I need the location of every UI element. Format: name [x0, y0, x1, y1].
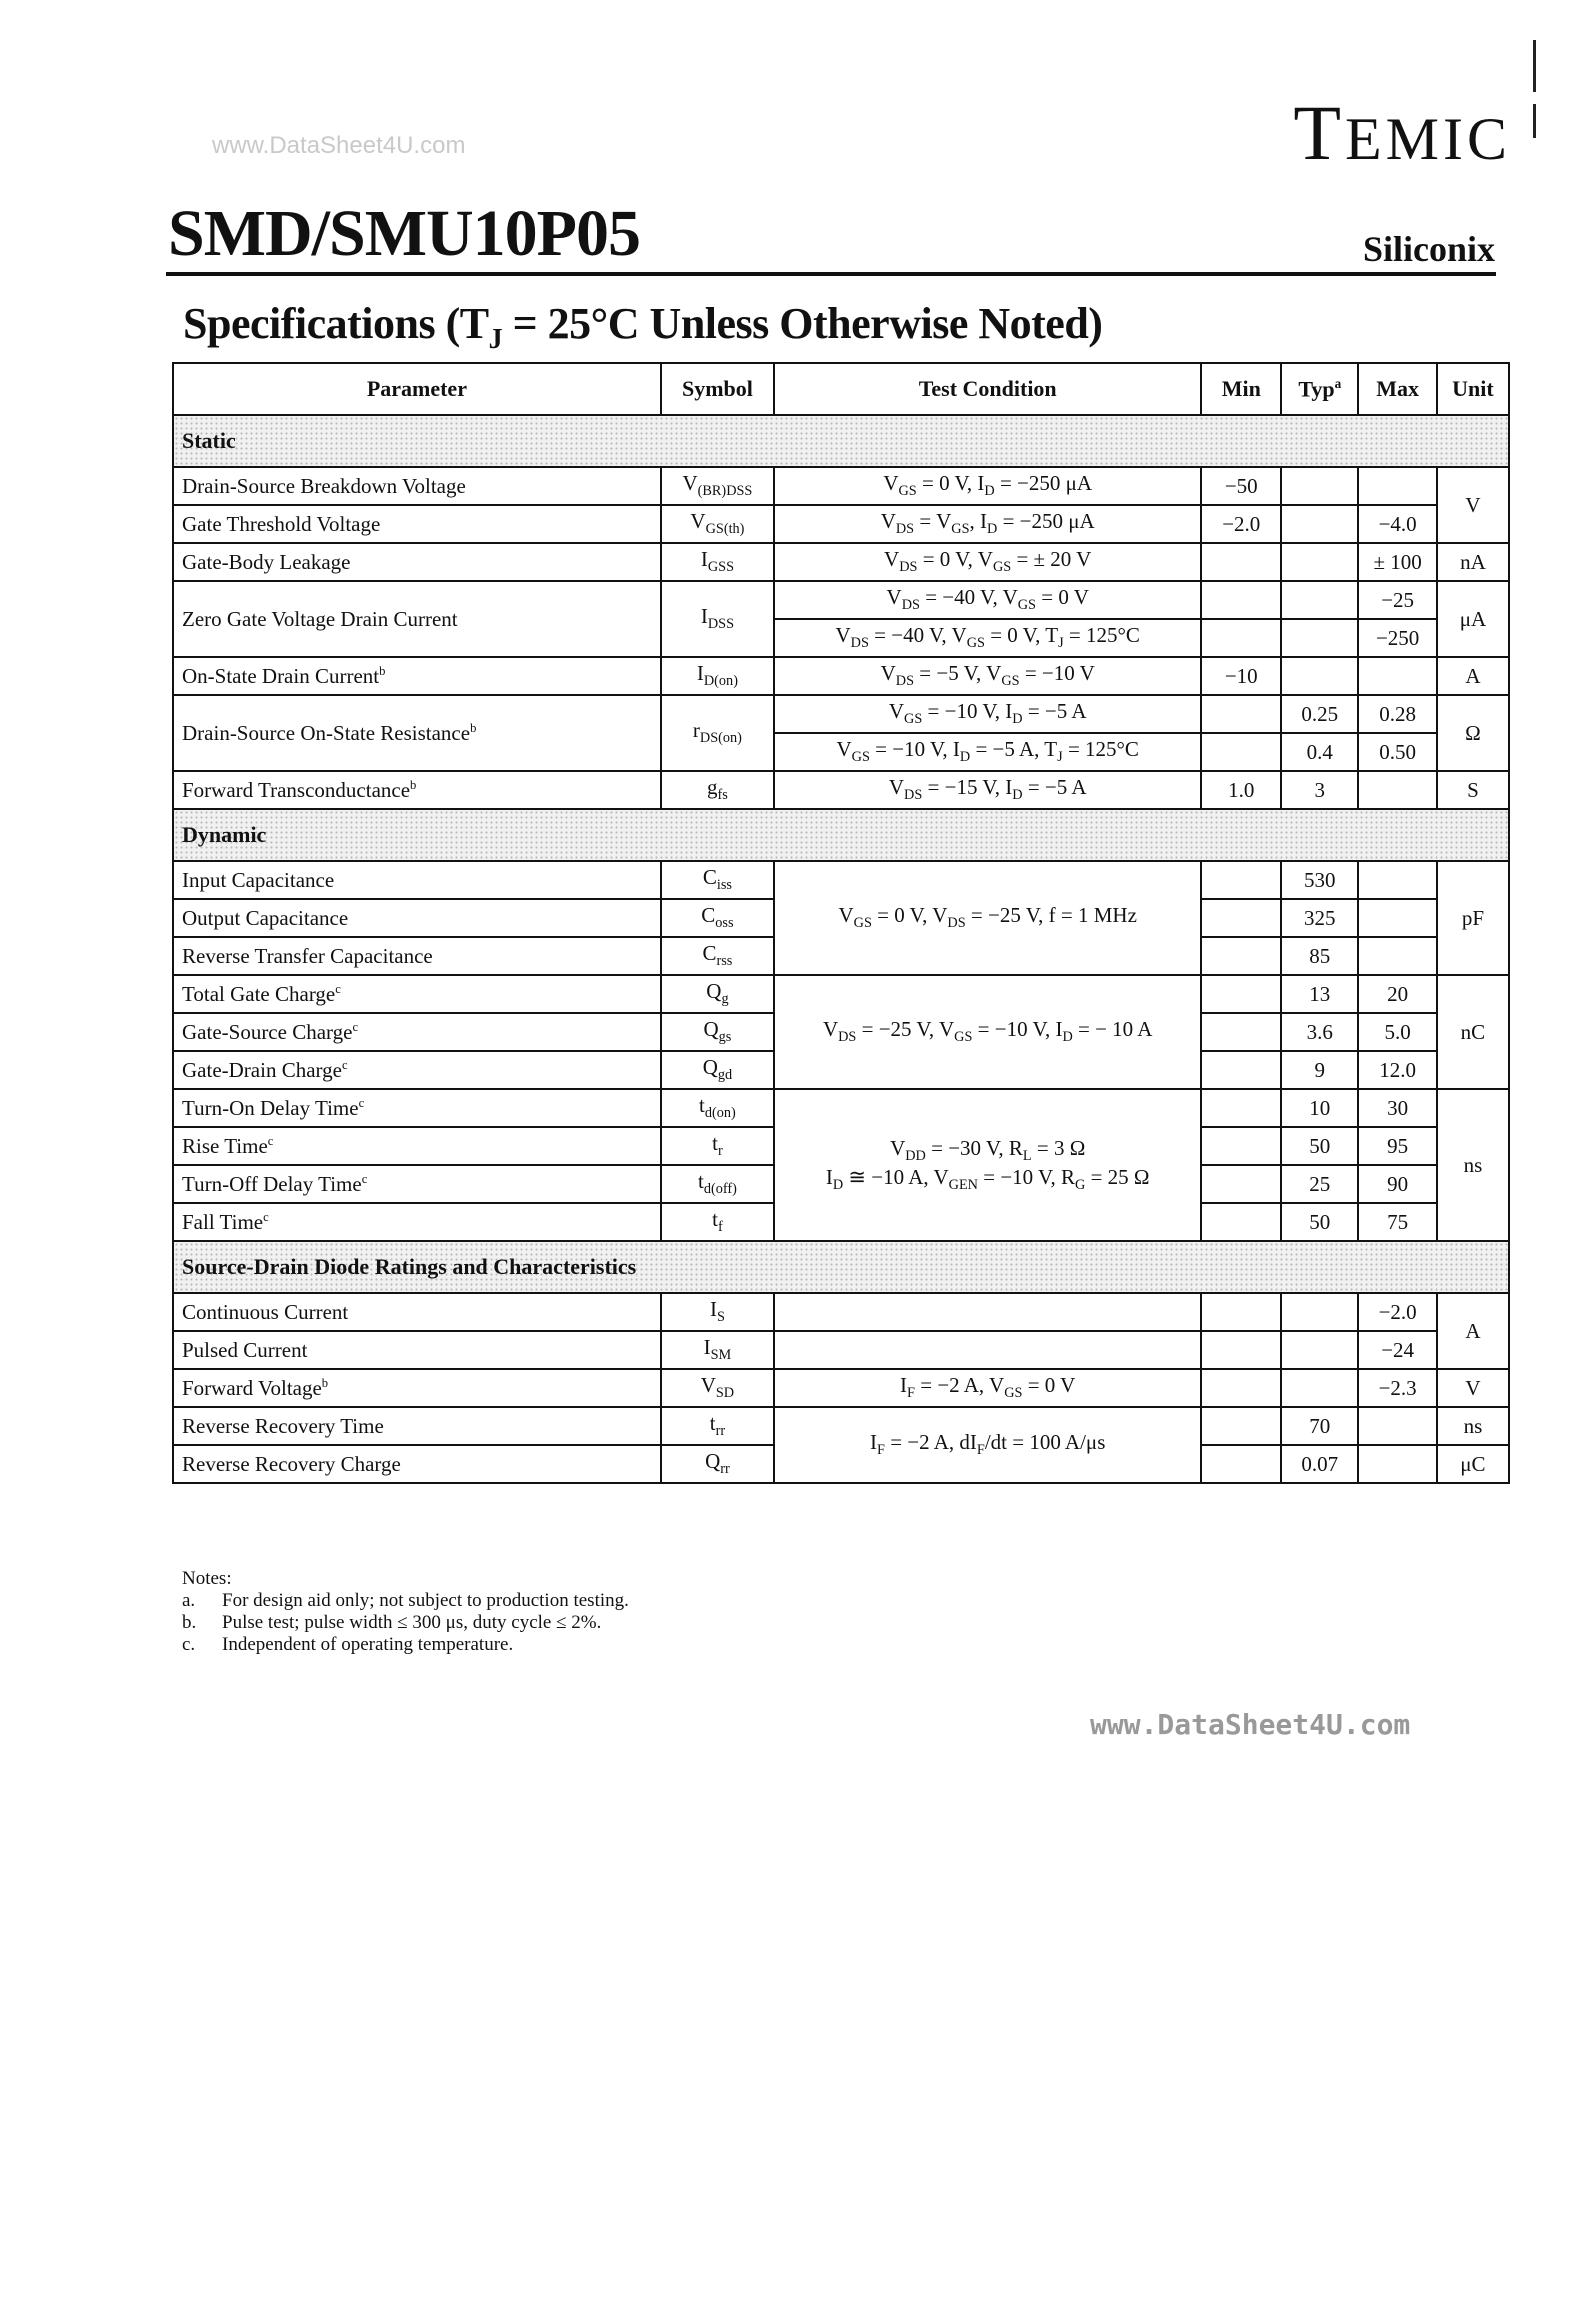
company-name: Siliconix [1362, 229, 1495, 269]
col-symbol: Symbol [661, 363, 774, 415]
symbol-cell: $V_{(BR)DSS}$ [661, 467, 774, 505]
spec-heading: Specifications ($T_J = 25^\circ C$ Unless Otherwise Noted) [183, 299, 1103, 355]
param-cell: Drain-Source Breakdown Voltage [173, 467, 661, 505]
max-cell: ± 100 [1358, 543, 1437, 581]
max-cell [1358, 1445, 1437, 1483]
min-cell [1201, 861, 1281, 899]
max-cell: 90 [1358, 1165, 1437, 1203]
unit-cell: S [1437, 771, 1509, 809]
symbol-cell: $C_{iss}$ [661, 861, 774, 899]
typ-cell [1281, 1293, 1358, 1331]
min-cell [1201, 1293, 1281, 1331]
table-row [173, 1089, 1509, 1127]
max-cell: −25 [1358, 581, 1437, 619]
min-cell [1201, 1051, 1281, 1089]
max-cell [1358, 771, 1437, 809]
unit-cell: ns [1437, 1089, 1509, 1241]
condition-cell [774, 1331, 1201, 1369]
typ-cell: 85 [1281, 937, 1358, 975]
unit-cell: ns [1437, 1407, 1509, 1445]
typ-cell [1281, 657, 1358, 695]
condition-cell: $V_{DS} = -40$ V, $V_{GS} = 0$ V [774, 581, 1201, 619]
header-rule [166, 272, 1496, 276]
param-cell: Reverse Recovery Time [173, 1407, 661, 1445]
spec-table [172, 362, 1510, 1484]
typ-cell [1281, 543, 1358, 581]
condition-cell: $V_{GS} = 0$ V, $V_{DS} = -25$ V, f = 1 MHz [774, 861, 1201, 975]
max-cell [1358, 657, 1437, 695]
section-static: Static [173, 415, 1509, 467]
col-test-condition: Test Condition [774, 363, 1201, 415]
condition-cell: $V_{DS} = 0$ V, $V_{GS}$ = ± 20 V [774, 543, 1201, 581]
min-cell [1201, 1369, 1281, 1407]
table-row [173, 975, 1509, 1013]
symbol-cell: $t_f$ [661, 1203, 774, 1241]
symbol-cell: $t_{d(off)}$ [661, 1165, 774, 1203]
symbol-cell: $V_{GS(th)}$ [661, 505, 774, 543]
param-cell: Continuous Current [173, 1293, 661, 1331]
param-cell: Output Capacitance [173, 899, 661, 937]
table-row [173, 1293, 1509, 1331]
typ-cell: 10 [1281, 1089, 1358, 1127]
max-cell: 5.0 [1358, 1013, 1437, 1051]
max-cell: 95 [1358, 1127, 1437, 1165]
param-cell: Reverse Recovery Charge [173, 1445, 661, 1483]
param-cell: Drain-Source On-State Resistance$^b$ [173, 695, 661, 771]
symbol-cell: $Q_{gs}$ [661, 1013, 774, 1051]
brand-logo [1293, 88, 1511, 178]
table-row [173, 505, 1509, 543]
min-cell: −10 [1201, 657, 1281, 695]
condition-cell: $V_{GS} = 0$ V, $I_D = -250$ μA [774, 467, 1201, 505]
max-cell: −2.3 [1358, 1369, 1437, 1407]
section-dynamic: Dynamic [173, 809, 1509, 861]
table-row [173, 467, 1509, 505]
symbol-cell: $Q_g$ [661, 975, 774, 1013]
param-cell: Forward Transconductance$^b$ [173, 771, 661, 809]
table-row [173, 581, 1509, 619]
note-item: c. Independent of operating temperature. [182, 1634, 514, 1655]
condition-cell: $V_{DD} = -30$ V, $R_L = 3$ Ω $I_D$ ≅ −10 A, $V_{GEN} = -10$ V, $R_G = 25$ Ω [774, 1089, 1201, 1241]
section-row [173, 809, 1509, 861]
symbol-cell: $g_{fs}$ [661, 771, 774, 809]
param-cell: Gate-Drain Charge$^c$ [173, 1051, 661, 1089]
unit-cell: pF [1437, 861, 1509, 975]
min-cell [1201, 1127, 1281, 1165]
typ-cell: 530 [1281, 861, 1358, 899]
condition-cell: $V_{DS} = -15$ V, $I_D = -5$ A [774, 771, 1201, 809]
symbol-cell: $I_{DSS}$ [661, 581, 774, 657]
typ-cell [1281, 619, 1358, 657]
condition-cell: $V_{GS} = -10$ V, $I_D = -5$ A, $T_J = 125^\circ C$ [774, 733, 1201, 771]
note-item: a. For design aid only; not subject to production testing. [182, 1590, 629, 1611]
symbol-cell: $I_{D(on)}$ [661, 657, 774, 695]
notes-block [182, 1568, 629, 1656]
min-cell: 1.0 [1201, 771, 1281, 809]
typ-cell [1281, 581, 1358, 619]
condition-cell [774, 1293, 1201, 1331]
symbol-cell: $I_{GSS}$ [661, 543, 774, 581]
condition-cell: $V_{GS} = -10$ V, $I_D = -5$ A [774, 695, 1201, 733]
min-cell [1201, 1407, 1281, 1445]
typ-cell: 9 [1281, 1051, 1358, 1089]
param-cell: Gate-Body Leakage [173, 543, 661, 581]
symbol-cell: $t_{rr}$ [661, 1407, 774, 1445]
col-max: Max [1358, 363, 1437, 415]
max-cell: 0.28 [1358, 695, 1437, 733]
symbol-cell: $t_{d(on)}$ [661, 1089, 774, 1127]
min-cell [1201, 619, 1281, 657]
unit-cell: V [1437, 467, 1509, 543]
typ-cell: 13 [1281, 975, 1358, 1013]
table-row [173, 1407, 1509, 1445]
symbol-cell: $Q_{rr}$ [661, 1445, 774, 1483]
min-cell [1201, 1165, 1281, 1203]
symbol-cell: $I_S$ [661, 1293, 774, 1331]
max-cell [1358, 899, 1437, 937]
typ-cell: 3 [1281, 771, 1358, 809]
condition-cell: $I_F = -2$ A, $V_{GS} = 0$ V [774, 1369, 1201, 1407]
margin-mark [1533, 40, 1536, 92]
condition-cell: $V_{DS} = V_{GS}$, $I_D = -250$ μA [774, 505, 1201, 543]
max-cell [1358, 861, 1437, 899]
min-cell [1201, 1445, 1281, 1483]
unit-cell: V [1437, 1369, 1509, 1407]
col-min: Min [1201, 363, 1281, 415]
min-cell [1201, 543, 1281, 581]
param-cell: Turn-Off Delay Time$^c$ [173, 1165, 661, 1203]
table-row [173, 543, 1509, 581]
max-cell: −24 [1358, 1331, 1437, 1369]
unit-cell: μC [1437, 1445, 1509, 1483]
note-item: b. Pulse test; pulse width ≤ 300 μs, duty cycle ≤ 2%. [182, 1612, 602, 1633]
symbol-cell: $r_{DS(on)}$ [661, 695, 774, 771]
max-cell: 75 [1358, 1203, 1437, 1241]
min-cell [1201, 581, 1281, 619]
min-cell [1201, 1331, 1281, 1369]
max-cell: 20 [1358, 975, 1437, 1013]
max-cell [1358, 467, 1437, 505]
max-cell: 0.50 [1358, 733, 1437, 771]
min-cell [1201, 695, 1281, 733]
watermark-top: www.DataSheet4U.com [212, 132, 466, 159]
table-row [173, 771, 1509, 809]
param-cell: Total Gate Charge$^c$ [173, 975, 661, 1013]
notes-title: Notes: [182, 1568, 232, 1589]
typ-cell: 25 [1281, 1165, 1358, 1203]
min-cell [1201, 1203, 1281, 1241]
section-row [173, 1241, 1509, 1293]
symbol-cell: $t_r$ [661, 1127, 774, 1165]
col-typ: Typ$^a$ [1281, 363, 1358, 415]
param-cell: Rise Time$^c$ [173, 1127, 661, 1165]
unit-cell: μA [1437, 581, 1509, 657]
min-cell: −2.0 [1201, 505, 1281, 543]
symbol-cell: $Q_{gd}$ [661, 1051, 774, 1089]
param-cell: On-State Drain Current$^b$ [173, 657, 661, 695]
brand-initial: T [1293, 89, 1345, 176]
min-cell [1201, 975, 1281, 1013]
typ-cell: 0.07 [1281, 1445, 1358, 1483]
typ-cell: 50 [1281, 1203, 1358, 1241]
param-cell: Forward Voltage$^b$ [173, 1369, 661, 1407]
min-cell [1201, 937, 1281, 975]
table-row [173, 861, 1509, 899]
unit-cell: nA [1437, 543, 1509, 581]
unit-cell: nC [1437, 975, 1509, 1089]
max-cell: 30 [1358, 1089, 1437, 1127]
condition-cell: $V_{DS} = -40$ V, $V_{GS} = 0$ V, $T_J = 125^\circ C$ [774, 619, 1201, 657]
max-cell [1358, 937, 1437, 975]
table-header-row [173, 363, 1509, 415]
max-cell [1358, 1407, 1437, 1445]
unit-cell: A [1437, 1293, 1509, 1369]
typ-cell: 325 [1281, 899, 1358, 937]
section-source-drain: Source-Drain Diode Ratings and Characteristics [173, 1241, 1509, 1293]
max-cell: −4.0 [1358, 505, 1437, 543]
typ-cell [1281, 1331, 1358, 1369]
param-cell: Gate Threshold Voltage [173, 505, 661, 543]
min-cell [1201, 899, 1281, 937]
symbol-cell: $C_{rss}$ [661, 937, 774, 975]
min-cell [1201, 1013, 1281, 1051]
typ-cell: 70 [1281, 1407, 1358, 1445]
col-unit: Unit [1437, 363, 1509, 415]
param-cell: Fall Time$^c$ [173, 1203, 661, 1241]
typ-cell [1281, 467, 1358, 505]
watermark-bottom: www.DataSheet4U.com [1090, 1708, 1411, 1741]
typ-cell: 3.6 [1281, 1013, 1358, 1051]
condition-cell: $I_F = -2$ A, $dI_F/dt = 100$ A/μs [774, 1407, 1201, 1483]
param-cell: Pulsed Current [173, 1331, 661, 1369]
brand-rest: EMIC [1345, 106, 1511, 172]
min-cell [1201, 733, 1281, 771]
param-cell: Zero Gate Voltage Drain Current [173, 581, 661, 657]
condition-cell: $V_{DS} = -25$ V, $V_{GS} = -10$ V, $I_D$ = − 10 A [774, 975, 1201, 1089]
table-row [173, 657, 1509, 695]
part-number-title: SMD/SMU10P05 [168, 197, 640, 270]
typ-cell [1281, 1369, 1358, 1407]
min-cell: −50 [1201, 467, 1281, 505]
symbol-cell: $C_{oss}$ [661, 899, 774, 937]
max-cell: −250 [1358, 619, 1437, 657]
max-cell: 12.0 [1358, 1051, 1437, 1089]
table-row [173, 1369, 1509, 1407]
margin-mark [1533, 104, 1536, 138]
param-cell: Input Capacitance [173, 861, 661, 899]
max-cell: −2.0 [1358, 1293, 1437, 1331]
symbol-cell: $I_{SM}$ [661, 1331, 774, 1369]
symbol-cell: $V_{SD}$ [661, 1369, 774, 1407]
param-cell: Reverse Transfer Capacitance [173, 937, 661, 975]
unit-cell: Ω [1437, 695, 1509, 771]
typ-cell [1281, 505, 1358, 543]
table-row [173, 1331, 1509, 1369]
table-row [173, 695, 1509, 733]
col-parameter: Parameter [173, 363, 661, 415]
param-cell: Gate-Source Charge$^c$ [173, 1013, 661, 1051]
condition-cell: $V_{DS} = -5$ V, $V_{GS} = -10$ V [774, 657, 1201, 695]
typ-cell: 0.4 [1281, 733, 1358, 771]
min-cell [1201, 1089, 1281, 1127]
section-row [173, 415, 1509, 467]
param-cell: Turn-On Delay Time$^c$ [173, 1089, 661, 1127]
typ-cell: 50 [1281, 1127, 1358, 1165]
typ-cell: 0.25 [1281, 695, 1358, 733]
unit-cell: A [1437, 657, 1509, 695]
